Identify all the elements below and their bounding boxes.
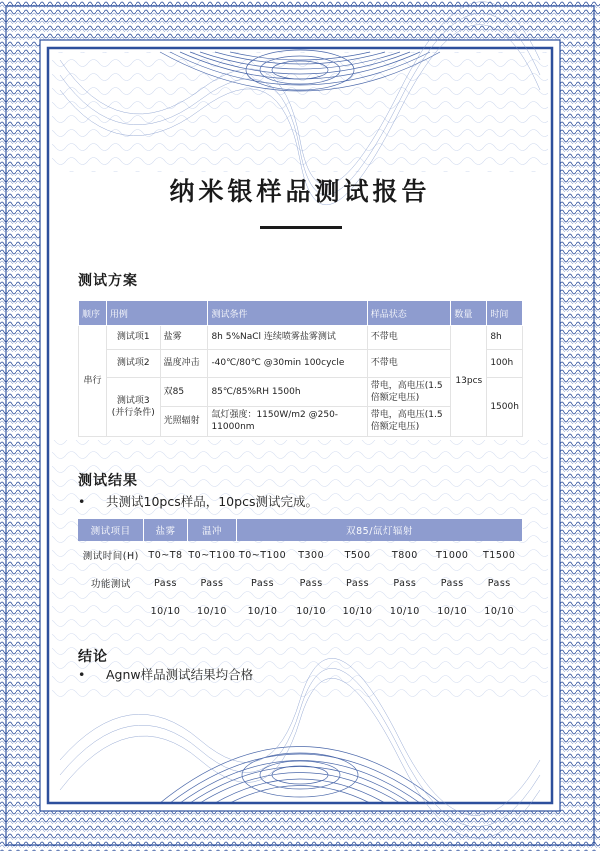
plan-group-label: 串行 bbox=[79, 326, 107, 437]
results-table bbox=[78, 519, 523, 625]
results-heading: 测试结果 bbox=[78, 473, 138, 489]
plan-case: 测试项1 bbox=[106, 326, 160, 350]
bullet-dot: • bbox=[78, 667, 86, 682]
results-cell: Pass bbox=[153, 577, 178, 589]
conclusion-heading: 结论 bbox=[78, 649, 108, 665]
results-cell: T500 bbox=[344, 549, 371, 561]
plan-header-condition: 测试条件 bbox=[208, 301, 367, 326]
report-title: 纳米银样品测试报告 bbox=[169, 177, 431, 206]
results-cell: 10/10 bbox=[437, 605, 468, 617]
plan-condition: 氙灯强度：1150W/m2 @250-11000nm bbox=[208, 407, 367, 436]
results-cell: Pass bbox=[200, 577, 224, 589]
plan-state: 带电，高电压(1.5倍额定电压) bbox=[367, 378, 451, 407]
plan-condition: 8h 5%NaCl 连续喷雾盐雾测试 bbox=[208, 326, 367, 350]
plan-heading: 测试方案 bbox=[78, 273, 138, 289]
results-cell: T300 bbox=[298, 549, 325, 561]
results-cell: 测试时间(H) bbox=[82, 551, 139, 562]
results-bullet-text: 共测试10pcs样品，10pcs测试完成。 bbox=[106, 494, 318, 509]
conclusion-bullet-text: Agnw样品测试结果均合格 bbox=[106, 667, 254, 682]
plan-header-order: 顺序 bbox=[79, 301, 107, 326]
title-underline bbox=[260, 226, 342, 229]
plan-header-time: 时间 bbox=[487, 301, 523, 326]
plan-state: 不带电 bbox=[367, 350, 451, 378]
plan-time: 1500h bbox=[487, 378, 523, 437]
results-cell bbox=[78, 597, 144, 625]
plan-state: 带电，高电压(1.5倍额定电压) bbox=[367, 407, 451, 436]
plan-state: 不带电 bbox=[367, 326, 451, 350]
results-header-row bbox=[78, 519, 523, 541]
plan-row bbox=[79, 326, 523, 350]
results-cell: Pass bbox=[393, 577, 417, 589]
results-row bbox=[78, 597, 523, 625]
plan-condition: -40℃/80℃ @30min 100cycle bbox=[208, 350, 367, 378]
results-header-thermal: 温冲 bbox=[187, 519, 236, 541]
bullet-dot: • bbox=[78, 494, 86, 509]
plan-header-state: 样品状态 bbox=[367, 301, 451, 326]
results-cell: 10/10 bbox=[296, 605, 327, 617]
plan-table bbox=[78, 300, 523, 437]
results-bullet bbox=[78, 492, 318, 510]
results-header-item: 测试项目 bbox=[78, 519, 144, 541]
plan-header-quantity: 数量 bbox=[451, 301, 487, 326]
results-cell: 功能测试 bbox=[90, 579, 131, 590]
results-cell: Pass bbox=[299, 577, 323, 589]
plan-quantity: 13pcs bbox=[451, 326, 487, 437]
results-cell: T1000 bbox=[436, 549, 469, 561]
results-cell: 10/10 bbox=[389, 605, 420, 617]
results-cell: Pass bbox=[346, 577, 370, 589]
plan-time: 8h bbox=[487, 326, 523, 350]
results-cell: 10/10 bbox=[484, 605, 515, 617]
results-cell: 10/10 bbox=[150, 605, 181, 617]
results-row bbox=[78, 569, 523, 597]
results-cell: 10/10 bbox=[247, 605, 278, 617]
plan-time: 100h bbox=[487, 350, 523, 378]
results-cell: T0~T100 bbox=[188, 549, 236, 561]
results-cell: 10/10 bbox=[342, 605, 373, 617]
plan-type: 光照辐射 bbox=[160, 407, 208, 436]
plan-condition: 85℃/85%RH 1500h bbox=[208, 378, 367, 407]
plan-case: 测试项3 (并行条件) bbox=[106, 378, 160, 437]
results-row bbox=[78, 541, 523, 569]
plan-header-case: 用例 bbox=[106, 301, 208, 326]
results-cell: Pass bbox=[440, 577, 464, 589]
plan-header-row bbox=[79, 301, 523, 326]
results-cell: Pass bbox=[251, 577, 275, 589]
results-header-85-xenon: 双85/氙灯辐射 bbox=[237, 519, 523, 541]
results-cell: Pass bbox=[487, 577, 511, 589]
results-cell: T800 bbox=[391, 549, 418, 561]
plan-type: 双85 bbox=[160, 378, 208, 407]
results-cell: T0~T8 bbox=[148, 549, 183, 561]
results-cell: 10/10 bbox=[197, 605, 227, 617]
plan-case: 测试项2 bbox=[106, 350, 160, 378]
results-cell: T0~T100 bbox=[238, 549, 287, 561]
conclusion-bullet bbox=[78, 665, 253, 683]
results-cell: T1500 bbox=[482, 549, 516, 561]
plan-type: 温度冲击 bbox=[160, 350, 208, 378]
results-header-saltspray: 盐雾 bbox=[144, 519, 188, 541]
plan-type: 盐雾 bbox=[160, 326, 208, 350]
